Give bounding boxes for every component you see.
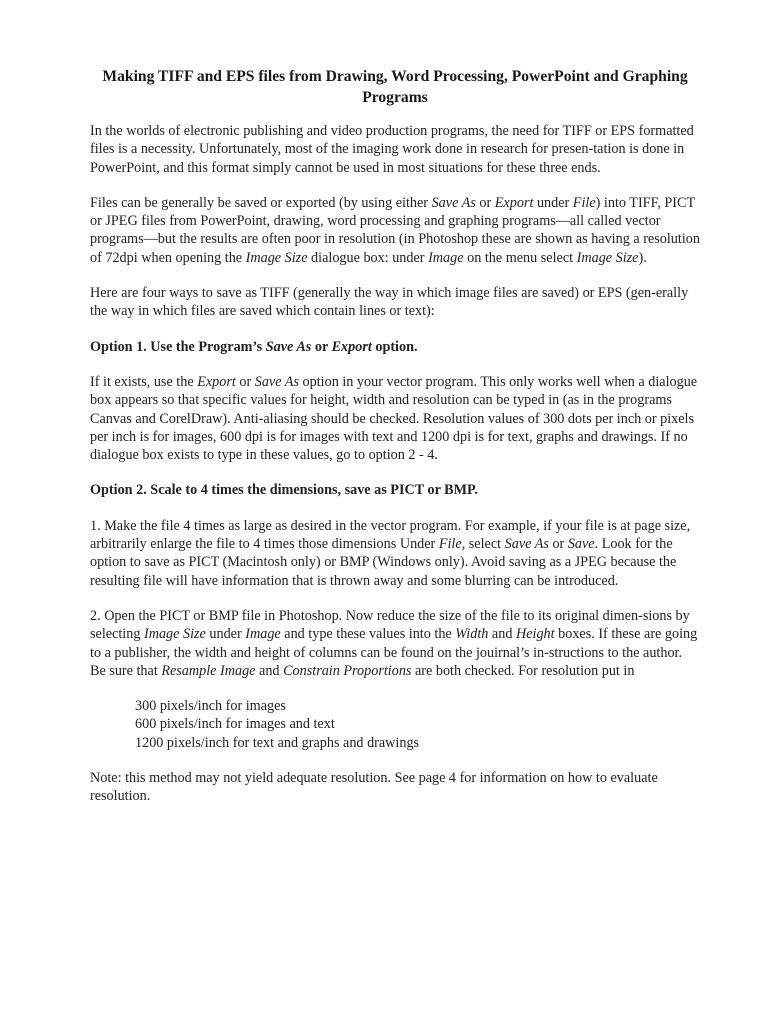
italic-term: Save As [431, 194, 476, 211]
text-run: ) into TIFF, PICT or JPEG files from PowerPoint, drawing, word processing and graphing programs—all called vector programs—but the results are often poor in resolution (in Photoshop these are shown as having a resolution of 72dpi when opening the [90, 194, 700, 266]
text-run: under [205, 626, 246, 643]
italic-term: Image Size [143, 626, 206, 643]
text-run: are both checked. For resolution put in [411, 662, 635, 679]
text-run: Files can be generally be saved or exported (by using either [90, 194, 432, 211]
text-run: , select [461, 536, 505, 553]
italic-term: Height [515, 626, 555, 643]
intro-paragraph-3: Here are four ways to save as TIFF (generally the way in which image files are saved) or EPS (gen-erally the way in which files are saved which contain lines or text): [90, 285, 689, 320]
italic-term: Save As [254, 373, 299, 390]
text-run: or [475, 194, 495, 211]
intro-paragraph-2 [90, 194, 700, 267]
italic-term: Save As [265, 338, 312, 355]
option-2-note: Note: this method may not yield adequate resolution. See page 4 for information on how to evaluate resolution. [90, 770, 658, 805]
intro-paragraph-1: In the worlds of electronic publishing and video production programs, the need for TIFF or EPS formatted files is a necessity. Unfortunately, most of the imaging work done in research for presen-tation is done in PowerPoint, and this format simply cannot be used in most situations for these three ends. [90, 123, 694, 176]
text-run: or [235, 373, 255, 390]
text-run: and [488, 626, 516, 643]
italic-term: Resample Image [161, 662, 256, 679]
italic-term: Export [331, 338, 372, 355]
list-item: 600 pixels/inch for images and text [135, 716, 335, 733]
italic-term: Image [245, 626, 281, 643]
italic-term: Constrain Proportions [283, 662, 412, 679]
text-run: If it exists, use the [90, 373, 198, 390]
text-run: option in your vector program. This only works well when a dialogue box appears so that specific values for height, width and resolution can be typed in (as in the programs Canvas and CorelDraw). Anti-aliasing should be checked. Resolution values of 300 dots per inch or pixels per inch is for images, 600 dpi is for images with text and 1200 dpi is for text, graphs and drawings. If no dialogue box exists to type in these values, go to option 2 - 4. [90, 373, 698, 464]
option-2-step-2 [90, 607, 700, 680]
text-run: 2. Open the PICT or BMP file in Photoshop. Now reduce the size of the file to its original dimen-sions by selecting [90, 607, 690, 643]
italic-term: Export [494, 194, 534, 211]
text-run: or [548, 536, 568, 553]
resolution-list [90, 697, 700, 752]
italic-term: File [572, 194, 596, 211]
option-2-step-1 [90, 517, 700, 590]
text-run: option. [371, 338, 418, 355]
text-run: boxes. If these are going to a publisher, the width and height of columns can be found on the jouirnal’s in-structions to the author. Be sure that [90, 626, 698, 679]
italic-term: Save [567, 536, 595, 553]
text-run: under [533, 194, 573, 211]
option-2-heading: Option 2. Scale to 4 times the dimensions, save as PICT or BMP. [90, 482, 478, 499]
list-item: 1200 pixels/inch for text and graphs and drawings [135, 734, 420, 751]
list-item: 300 pixels/inch for images [135, 698, 286, 715]
text-run: or [311, 338, 332, 355]
option-1-heading [90, 338, 700, 356]
text-run: and type these values into the [280, 626, 456, 643]
italic-term: Width [455, 626, 489, 643]
italic-term: File [438, 536, 462, 553]
text-run: ). [638, 249, 647, 266]
italic-term: Image [428, 249, 464, 266]
text-run: . Look for the option to save as PICT (Macintosh only) or BMP (Windows only). Avoid saving as a JPEG because the resulting file will have information that is thrown away and some blurring can be introduced. [90, 536, 677, 589]
option-1-paragraph [90, 373, 700, 464]
text-run: 1. Make the file 4 times as large as desired in the vector program. For example, if your file is at page size, arbitrarily enlarge the file to 4 times those dimensions Under [90, 517, 691, 553]
document-title: Making TIFF and EPS files from Drawing, Word Processing, PowerPoint and Graphing Programs [102, 68, 688, 106]
text-run: on the menu select [463, 249, 577, 266]
text-run: dialogue box: under [307, 249, 429, 266]
text-run: and [255, 662, 284, 679]
italic-term: Export [197, 373, 236, 390]
italic-term: Image Size [576, 249, 639, 266]
document-body [90, 66, 700, 823]
text-run: Option 1. Use the Program’s [90, 338, 266, 355]
italic-term: Image Size [245, 249, 308, 266]
italic-term: Save As [504, 536, 549, 553]
